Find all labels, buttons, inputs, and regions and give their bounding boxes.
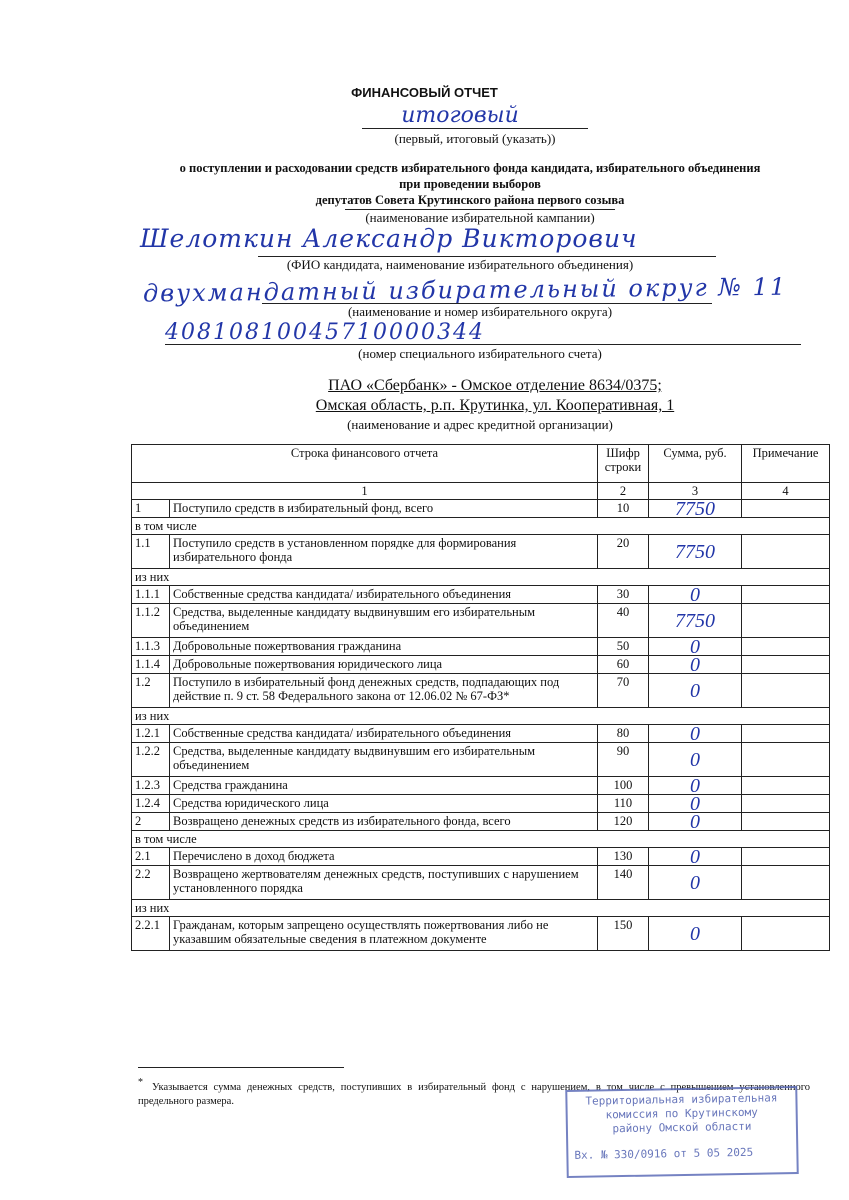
row-amount: 0: [649, 917, 742, 951]
account-caption: (номер специального избирательного счета): [358, 346, 602, 361]
row-description: Поступило в избирательный фонд денежных средств, подпадающих под действие п. 9 ст. 58 Федерального закона от 12.06.02 № 67-ФЗ*: [170, 674, 598, 708]
row-number: 1.1.4: [132, 656, 170, 674]
row-code: 50: [598, 638, 649, 656]
row-amount: 0: [649, 813, 742, 831]
row-code: 100: [598, 777, 649, 795]
row-note: [742, 917, 830, 951]
account-underline: [165, 344, 801, 345]
row-description: Возвращено денежных средств из избирательного фонда, всего: [170, 813, 598, 831]
row-note: [742, 586, 830, 604]
row-amount: 0: [649, 638, 742, 656]
district-value: двухмандатный избирательный округ № 11: [142, 272, 788, 308]
bank-line2: Омская область, р.п. Крутинка, ул. Кооперативная, 1: [315, 397, 675, 414]
row-amount: 0: [649, 795, 742, 813]
campaign-caption: (наименование избирательной кампании): [365, 210, 595, 225]
document-title: ФИНАНСОВЫЙ ОТЧЕТ: [351, 85, 498, 100]
row-code: 150: [598, 917, 649, 951]
table-row: [132, 535, 830, 569]
table-row: [132, 917, 830, 951]
row-code: 60: [598, 656, 649, 674]
header-line-cell: Строка финансового отчета: [132, 445, 598, 483]
header-amount-cell: Сумма, руб.: [649, 445, 742, 483]
row-description: Собственные средства кандидата/ избирательного объединения: [170, 586, 598, 604]
row-amount: 0: [649, 725, 742, 743]
table-row: [132, 866, 830, 900]
row-amount: 0: [649, 674, 742, 708]
row-code: 120: [598, 813, 649, 831]
registration-stamp: [565, 1086, 799, 1178]
table-row: [132, 500, 830, 518]
row-description: Поступило средств в установленном порядке для формирования избирательного фонда: [170, 535, 598, 569]
table-row: [132, 777, 830, 795]
row-number: 2.1: [132, 848, 170, 866]
report-type-underline: [362, 128, 588, 129]
row-amount: 0: [649, 743, 742, 777]
row-code: 10: [598, 500, 649, 518]
row-code: 20: [598, 535, 649, 569]
row-number: 1.1.3: [132, 638, 170, 656]
section-label: в том числе: [132, 831, 830, 848]
financial-report-table: [131, 444, 830, 951]
row-description: Поступило средств в избирательный фонд, всего: [170, 500, 598, 518]
report-type-caption: (первый, итоговый (указать)): [394, 131, 556, 146]
row-note: [742, 674, 830, 708]
row-description: Добровольные пожертвования гражданина: [170, 638, 598, 656]
section-label: из них: [132, 708, 830, 725]
row-description: Гражданам, которым запрещено осуществлять пожертвования либо не указавшим обязательные сведения в платежном документе: [170, 917, 598, 951]
report-type-value: итоговый: [401, 103, 519, 128]
subtitle-line2: при проведении выборов: [399, 177, 541, 191]
table-row: [132, 813, 830, 831]
table-row: [132, 848, 830, 866]
row-amount: 7750: [649, 535, 742, 569]
row-number: 1.1.1: [132, 586, 170, 604]
row-note: [742, 777, 830, 795]
row-amount: 0: [649, 866, 742, 900]
row-number: 2: [132, 813, 170, 831]
table-row: [132, 725, 830, 743]
district-caption: (наименование и номер избирательного округа): [347, 304, 613, 319]
table-section-row: [132, 569, 830, 586]
row-number: 1.2.4: [132, 795, 170, 813]
table-row: [132, 743, 830, 777]
row-note: [742, 656, 830, 674]
row-note: [742, 638, 830, 656]
row-code: 90: [598, 743, 649, 777]
row-code: 130: [598, 848, 649, 866]
row-amount: 0: [649, 848, 742, 866]
row-description: Средства юридического лица: [170, 795, 598, 813]
row-description: Средства гражданина: [170, 777, 598, 795]
table-row: [132, 604, 830, 638]
stamp-line3: району Омской области: [612, 1119, 752, 1136]
candidate-caption: (ФИО кандидата, наименование избирательного объединения): [286, 257, 634, 272]
row-number: 2.2: [132, 866, 170, 900]
row-amount: 7750: [649, 500, 742, 518]
row-code: 140: [598, 866, 649, 900]
row-note: [742, 725, 830, 743]
row-description: Собственные средства кандидата/ избирательного объединения: [170, 725, 598, 743]
row-number: 1.2.2: [132, 743, 170, 777]
table-row: [132, 656, 830, 674]
subtitle-line1: о поступлении и расходовании средств избирательного фонда кандидата, избирательного объединения: [179, 161, 761, 175]
row-note: [742, 604, 830, 638]
row-amount: 7750: [649, 604, 742, 638]
table-section-row: [132, 900, 830, 917]
section-label: в том числе: [132, 518, 830, 535]
row-note: [742, 743, 830, 777]
row-note: [742, 866, 830, 900]
row-code: 70: [598, 674, 649, 708]
row-number: 1.1: [132, 535, 170, 569]
stamp-line1: Территориальная избирательная: [585, 1091, 778, 1108]
table-section-row: [132, 708, 830, 725]
row-note: [742, 813, 830, 831]
header-code-cell: Шифр строки: [598, 445, 649, 483]
table-row: [132, 638, 830, 656]
footnote-text: Указывается сумма денежных средств, поступивших в избирательный фонд с нарушением, в том числе с превышением установленного предельного размера.: [138, 1082, 810, 1107]
row-amount: 0: [649, 656, 742, 674]
row-description: Возвращено жертвователям денежных средств, поступивших с нарушением установленного порядка: [170, 866, 598, 900]
table-row: [132, 674, 830, 708]
row-amount: 0: [649, 777, 742, 795]
row-description: Средства, выделенные кандидату выдвинувшим его избирательным объединением: [170, 743, 598, 777]
row-note: [742, 535, 830, 569]
row-amount: 0: [649, 586, 742, 604]
row-note: [742, 848, 830, 866]
row-number: 1.2.3: [132, 777, 170, 795]
row-number: 1.2: [132, 674, 170, 708]
stamp-line2: комиссия по Крутинскому: [605, 1105, 758, 1122]
header-note-cell: Примечание: [742, 445, 830, 483]
row-description: Добровольные пожертвования юридического лица: [170, 656, 598, 674]
section-label: из них: [132, 900, 830, 917]
row-note: [742, 500, 830, 518]
account-value: 40810810045710000344: [165, 320, 485, 345]
row-number: 1: [132, 500, 170, 518]
col-number-4: 4: [742, 483, 830, 500]
row-number: 2.2.1: [132, 917, 170, 951]
col-number-1: 1: [132, 483, 598, 500]
table-row: [132, 795, 830, 813]
col-number-3: 3: [649, 483, 742, 500]
row-number: 1.1.2: [132, 604, 170, 638]
row-code: 110: [598, 795, 649, 813]
candidate-value: Шелоткин Александр Викторович: [140, 224, 638, 253]
col-number-2: 2: [598, 483, 649, 500]
row-description: Средства, выделенные кандидату выдвинувшим его избирательным объединением: [170, 604, 598, 638]
footnote-divider: [138, 1067, 344, 1068]
section-label: из них: [132, 569, 830, 586]
table-row: [132, 586, 830, 604]
bank-caption: (наименование и адрес кредитной организации): [347, 417, 613, 432]
table-section-row: [132, 518, 830, 535]
stamp-line4: Вх. № 330/0916 от 5 05 2025: [574, 1145, 754, 1162]
row-code: 30: [598, 586, 649, 604]
table-section-row: [132, 831, 830, 848]
row-code: 80: [598, 725, 649, 743]
bank-line1: ПАО «Сбербанк» - Омское отделение 8634/0375;: [328, 377, 662, 394]
row-note: [742, 795, 830, 813]
row-description: Перечислено в доход бюджета: [170, 848, 598, 866]
row-code: 40: [598, 604, 649, 638]
row-number: 1.2.1: [132, 725, 170, 743]
campaign-name: депутатов Совета Крутинского района первого созыва: [315, 193, 625, 207]
footnote-mark: *: [138, 1077, 143, 1088]
